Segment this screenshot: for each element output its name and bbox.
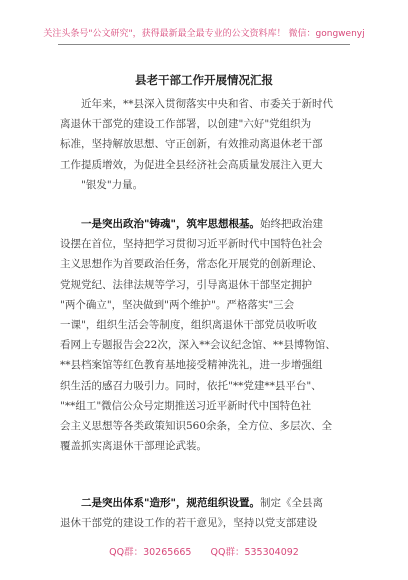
section-one-line: "**组工"微信公众号定期推送习近平新时代中国特色社 — [60, 399, 312, 412]
section-two-lead-tail: 制定《全县离 — [259, 497, 323, 509]
section-one-line: 覆盖抓实离退休干部理论武装。 — [60, 440, 207, 453]
section-two-heading: 二是突出体系"造形"，规范组织设置。 — [81, 497, 260, 509]
section-two-line: 退休干部党的建设工作的若干意见》，坚持以党支部建设 — [60, 517, 318, 530]
footer-contacts — [0, 544, 408, 558]
section-one-heading: 一是突出政治"铸魂"，筑牢思想根基。 — [81, 218, 260, 230]
section-one-line: 织生活的感召力吸引力。同时，依托"**党建**县平台"、 — [60, 379, 322, 392]
intro-line: 工作提质增效，为促进全县经济社会高质量发展注入更大 — [60, 158, 323, 171]
section-one-line: 主义思想作为首要政治任务，常态化开展党的创新理论、 — [60, 258, 323, 271]
intro-line: 近年来，**县深入贯彻落实中央和省、市委关于新时代 — [81, 98, 333, 110]
section-one-lead-tail: 始终把政治建 — [259, 218, 323, 230]
section-two-first-line — [60, 493, 350, 513]
header-divider — [58, 44, 350, 45]
section-one-line: **县档案馆等红色教育基地接受精神洗礼，进一步增强组 — [60, 359, 323, 372]
section-one-line: 一课"，组织生活会等制度，组织离退休干部党员收听收 — [60, 318, 317, 331]
intro-line: 离退休干部党的建设工作部署，以创建"六好"党组织为 — [60, 118, 312, 131]
section-one-line: 看网上专题报告会22次，深入**会议纪念馆、**县博物馆、 — [60, 339, 336, 352]
section-one-line: 党规党纪、法律法规等学习，引导离退休干部坚定拥护 — [60, 278, 312, 291]
intro-paragraph — [60, 94, 350, 195]
section-two-paragraph — [60, 493, 350, 533]
qq-group-2: QQ群：535304092 — [210, 547, 299, 558]
top-banner: 关注头条号"公文研究"，获得最新最全最专业的公文资料库！ 微信：gongwenyj — [43, 29, 365, 39]
document-title: 县老干部工作开展情况汇报 — [135, 73, 273, 87]
intro-line: 标准，坚持解放思想、守正创新，有效推动离退休老干部 — [60, 138, 323, 151]
section-one-line: 设摆在首位，坚持把学习贯彻习近平新时代中国特色社会 — [60, 238, 323, 251]
section-one-first-line — [60, 214, 350, 234]
intro-line: "银发"力量。 — [81, 178, 144, 191]
section-one-paragraph — [60, 214, 350, 456]
section-one-line: "两个确立"，坚决做到"两个维护"。严格落实"三会 — [60, 298, 295, 311]
qq-group-1: QQ群：30265665 — [109, 547, 192, 558]
section-one-line: 会主义思想等各类政策知识560余条，全方位、多层次、全 — [60, 419, 333, 432]
